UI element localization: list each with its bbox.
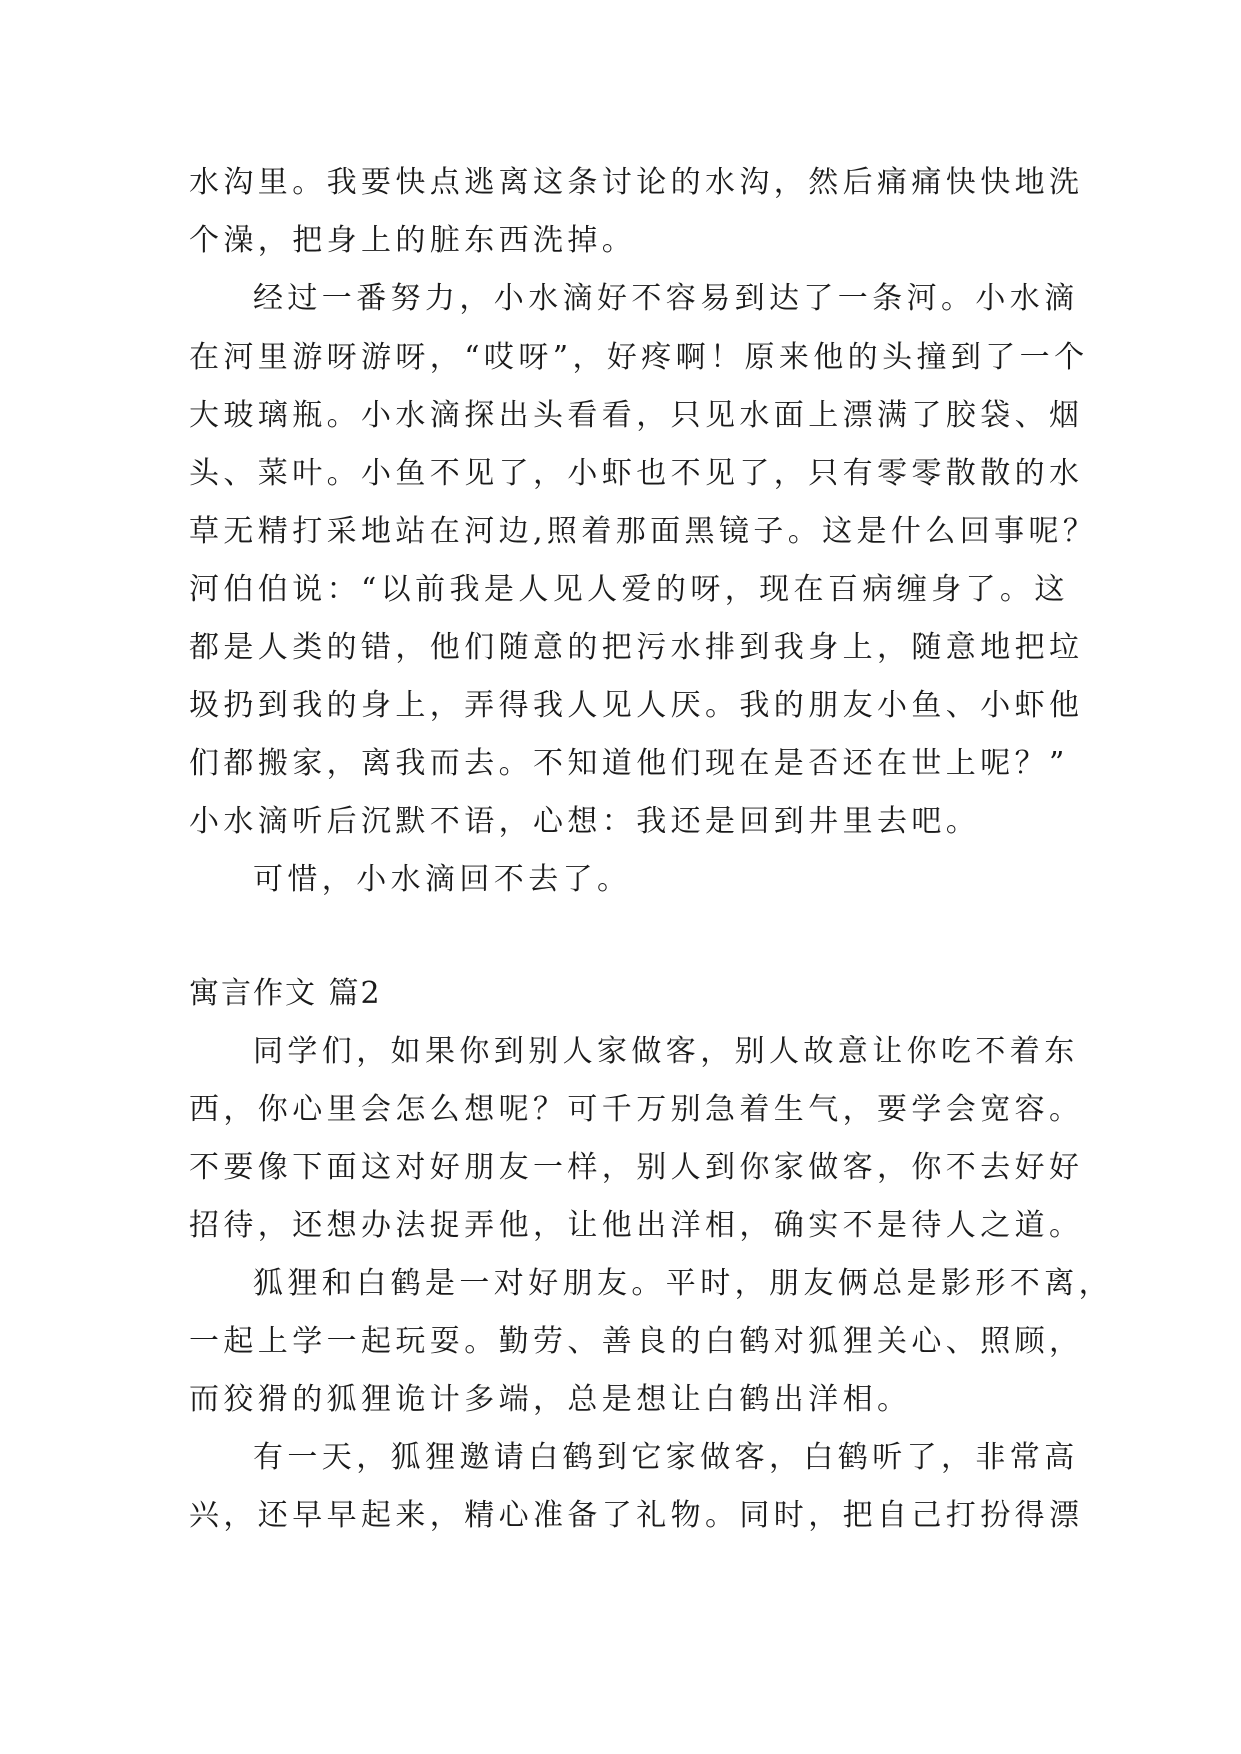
paragraph-first-line: 有一天，狐狸邀请白鹤到它家做客，白鹤听了，非常高 <box>253 1440 1079 1475</box>
paragraph-line: 头、菜叶。小鱼不见了，小虾也不见了，只有零零散散的水 <box>189 456 1084 491</box>
paragraph-first-line: 可惜，小水滴回不去了。 <box>253 862 632 897</box>
paragraph-first-line: 狐狸和白鹤是一对好朋友。平时，朋友俩总是影形不离， <box>253 1266 1113 1301</box>
paragraph-line: 圾扔到我的身上，弄得我人见人厌。我的朋友小鱼、小虾他 <box>189 688 1084 723</box>
paragraph-line: 个澡，把身上的脏东西洗掉。 <box>189 223 637 258</box>
paragraph-line: 河伯伯说：“以前我是人见人爱的呀，现在百病缠身了。这 <box>189 572 1069 607</box>
paragraph-first-line: 同学们，如果你到别人家做客，别人故意让你吃不着东 <box>253 1034 1079 1069</box>
paragraph-first-line: 经过一番努力，小水滴好不容易到达了一条河。小水滴 <box>253 281 1079 316</box>
section-heading: 寓言作文 篇2 <box>189 976 382 1011</box>
paragraph-line: 一起上学一起玩耍。勤劳、善良的白鹤对狐狸关心、照顾， <box>189 1324 1084 1359</box>
paragraph-line: 而狡猾的狐狸诡计多端，总是想让白鹤出洋相。 <box>189 1382 912 1417</box>
paragraph-line: 都是人类的错，他们随意的把污水排到我身上，随意地把垃 <box>189 630 1084 665</box>
paragraph-line: 们都搬家，离我而去。不知道他们现在是否还在世上呢？” <box>189 746 1069 781</box>
paragraph-line: 不要像下面这对好朋友一样，别人到你家做客，你不去好好 <box>189 1150 1084 1185</box>
paragraph-line: 小水滴听后沉默不语，心想：我还是回到井里去吧。 <box>189 804 981 839</box>
paragraph-line: 兴，还早早起来，精心准备了礼物。同时，把自己打扮得漂 <box>189 1498 1084 1533</box>
paragraph-line: 西，你心里会怎么想呢？可千万别急着生气，要学会宽容。 <box>189 1092 1084 1127</box>
paragraph-line: 在河里游呀游呀，“哎呀”，好疼啊！原来他的头撞到了一个 <box>189 340 1089 375</box>
paragraph-line: 招待，还想办法捉弄他，让他出洋相，确实不是待人之道。 <box>189 1208 1084 1243</box>
paragraph-line: 大玻璃瓶。小水滴探出头看看，只见水面上漂满了胶袋、烟 <box>189 398 1084 433</box>
paragraph-line: 水沟里。我要快点逃离这条讨论的水沟，然后痛痛快快地洗 <box>189 165 1084 200</box>
paragraph-line: 草无精打采地站在河边,照着那面黑镜子。这是什么回事呢？ <box>189 514 1098 549</box>
